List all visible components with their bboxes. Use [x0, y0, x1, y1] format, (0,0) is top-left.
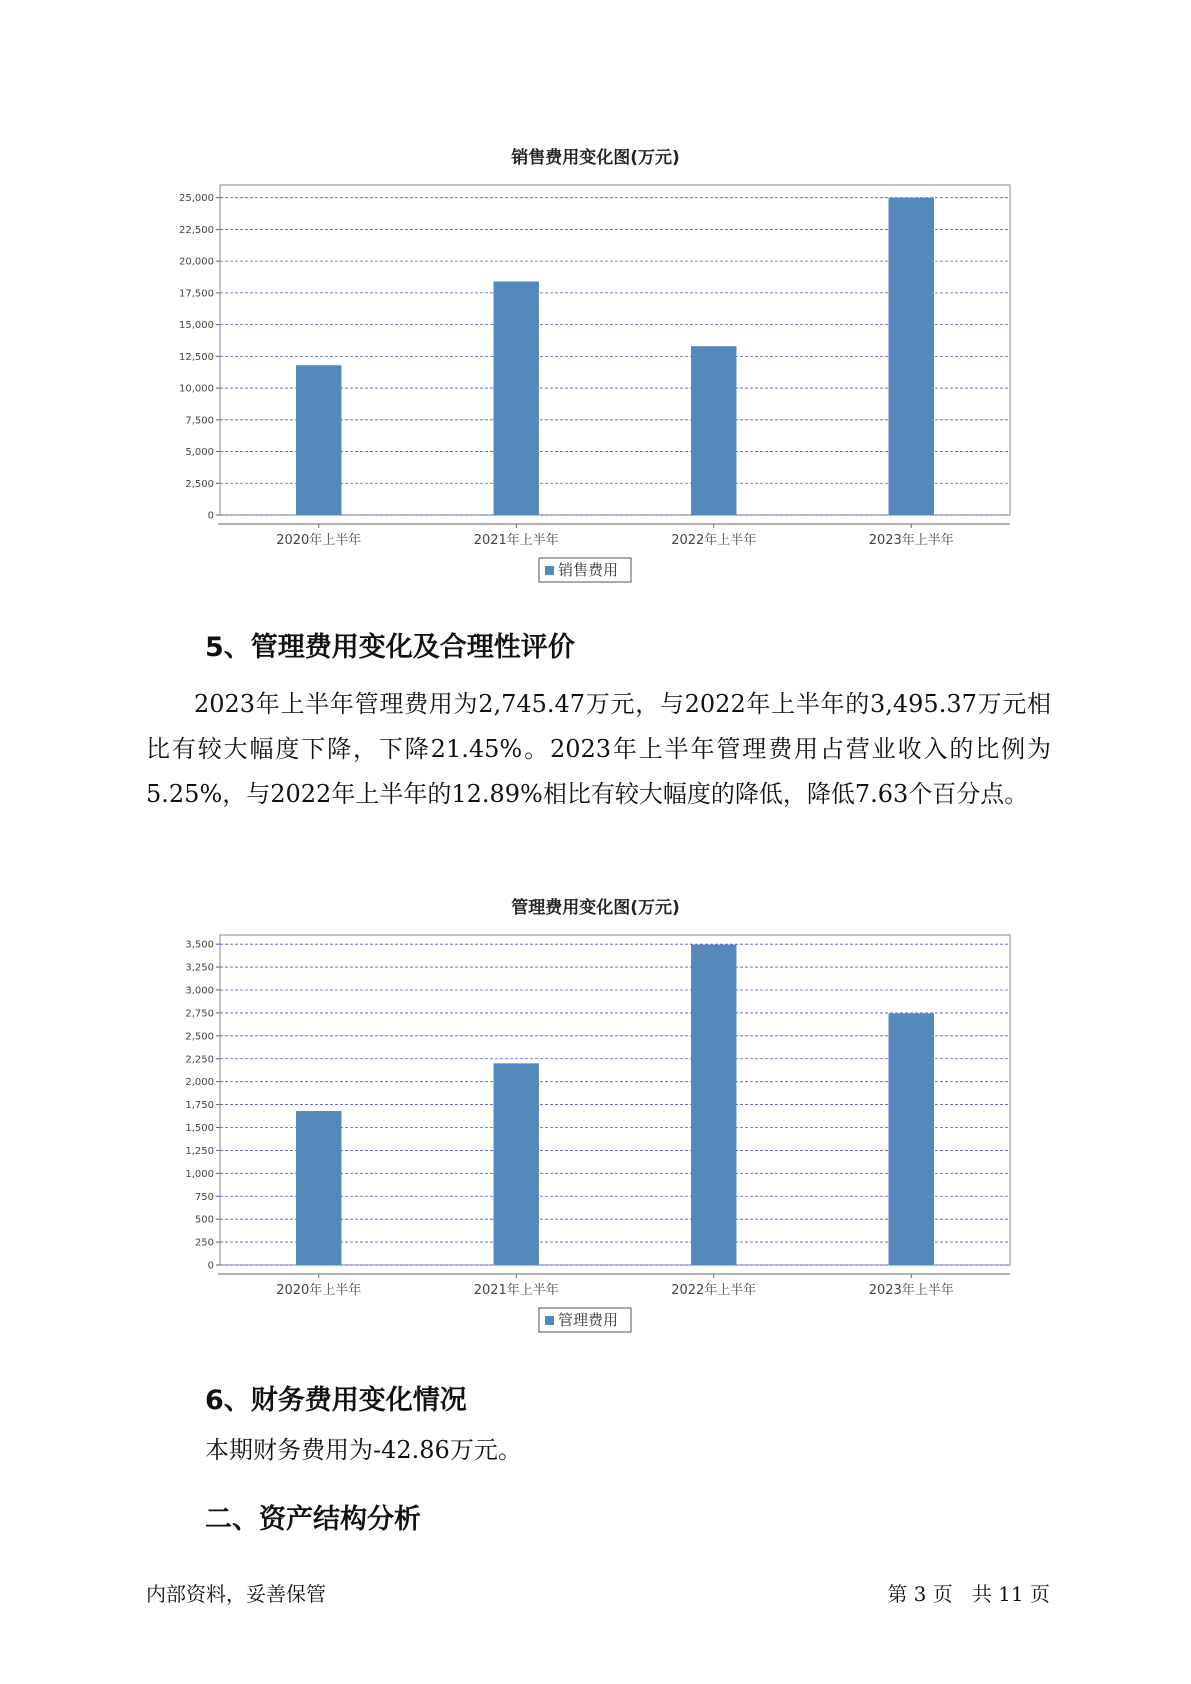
y-tick-label: 7,500 [185, 415, 214, 427]
x-tick-label: 2023年上半年 [868, 533, 954, 548]
admin-expense-chart [150, 930, 1020, 1350]
x-tick-label: 2020年上半年 [276, 1283, 362, 1298]
footer-page-number: 第 3 页 共 11 页 [887, 1582, 1050, 1606]
y-tick-label: 15,000 [179, 320, 214, 332]
y-tick-label: 22,500 [179, 224, 214, 236]
y-tick-label: 17,500 [179, 288, 214, 300]
legend [539, 1308, 631, 1332]
legend [539, 558, 631, 582]
section6-heading: 6、财务费用变化情况 [205, 1385, 467, 1416]
section5-text: 2023年上半年管理费用为2,745.47万元，与2022年上半年的3,495.37万元相比有较大幅度下降，下降21.45%。2023年上半年管理费用占营业收入的比例为5.25%，与2022年上半年的12.89%相比有较大幅度的降低，降低7.63个百分点。 [146, 690, 1051, 808]
y-tick-label: 3,250 [185, 962, 214, 974]
y-tick-label: 3,000 [185, 985, 214, 997]
section6-paragraph [205, 1428, 1110, 1473]
y-tick-label: 2,000 [185, 1077, 214, 1089]
y-tick-label: 2,750 [185, 1008, 214, 1020]
y-tick-label: 0 [207, 510, 214, 522]
section5-heading: 5、管理费用变化及合理性评价 [205, 632, 575, 663]
section2-heading: 二、资产结构分析 [205, 1504, 421, 1535]
selling-chart-title: 销售费用变化图(万元) [511, 148, 680, 168]
footer-confidential-note: 内部资料，妥善保管 [146, 1582, 326, 1606]
x-tick-label: 2022年上半年 [671, 1283, 757, 1298]
y-tick-label: 10,000 [179, 383, 214, 395]
x-tick-label: 2023年上半年 [868, 1283, 954, 1298]
legend-swatch [545, 566, 554, 575]
y-tick-label: 2,500 [185, 1031, 214, 1043]
x-tick-label: 2020年上半年 [276, 533, 362, 548]
legend-label: 管理费用 [558, 1311, 619, 1329]
y-tick-label: 1,750 [185, 1100, 214, 1112]
admin-chart-title: 管理费用变化图(万元) [511, 898, 680, 918]
bar-2020年上半年 [296, 365, 341, 515]
bar-2021年上半年 [494, 1063, 539, 1265]
y-tick-label: 3,500 [185, 939, 214, 951]
legend-label: 销售费用 [558, 561, 619, 579]
y-tick-label: 20,000 [179, 256, 214, 268]
bar-2023年上半年 [889, 1013, 934, 1265]
selling-expense-chart [150, 180, 1020, 600]
bar-2023年上半年 [889, 198, 934, 515]
y-tick-label: 2,500 [185, 478, 214, 490]
y-tick-label: 2,250 [185, 1054, 214, 1066]
y-tick-label: 1,500 [185, 1123, 214, 1134]
y-tick-label: 12,500 [179, 351, 214, 363]
y-tick-label: 25,000 [179, 193, 214, 205]
x-tick-label: 2022年上半年 [671, 533, 757, 548]
x-tick-label: 2021年上半年 [473, 533, 559, 548]
x-tick-label: 2021年上半年 [473, 1283, 559, 1298]
bar-2020年上半年 [296, 1111, 341, 1265]
section5-paragraph [146, 682, 1051, 817]
bar-2021年上半年 [494, 281, 539, 515]
section6-text: 本期财务费用为-42.86万元。 [205, 1436, 522, 1464]
bar-2022年上半年 [691, 346, 736, 515]
y-tick-label: 0 [207, 1260, 214, 1272]
y-tick-label: 1,250 [185, 1145, 214, 1157]
legend-swatch [545, 1316, 554, 1325]
y-tick-label: 500 [194, 1214, 214, 1226]
y-tick-label: 250 [194, 1237, 214, 1249]
y-tick-label: 750 [194, 1191, 214, 1203]
y-tick-label: 1,000 [185, 1168, 214, 1180]
y-tick-label: 5,000 [185, 447, 214, 459]
bar-2022年上半年 [691, 945, 736, 1265]
